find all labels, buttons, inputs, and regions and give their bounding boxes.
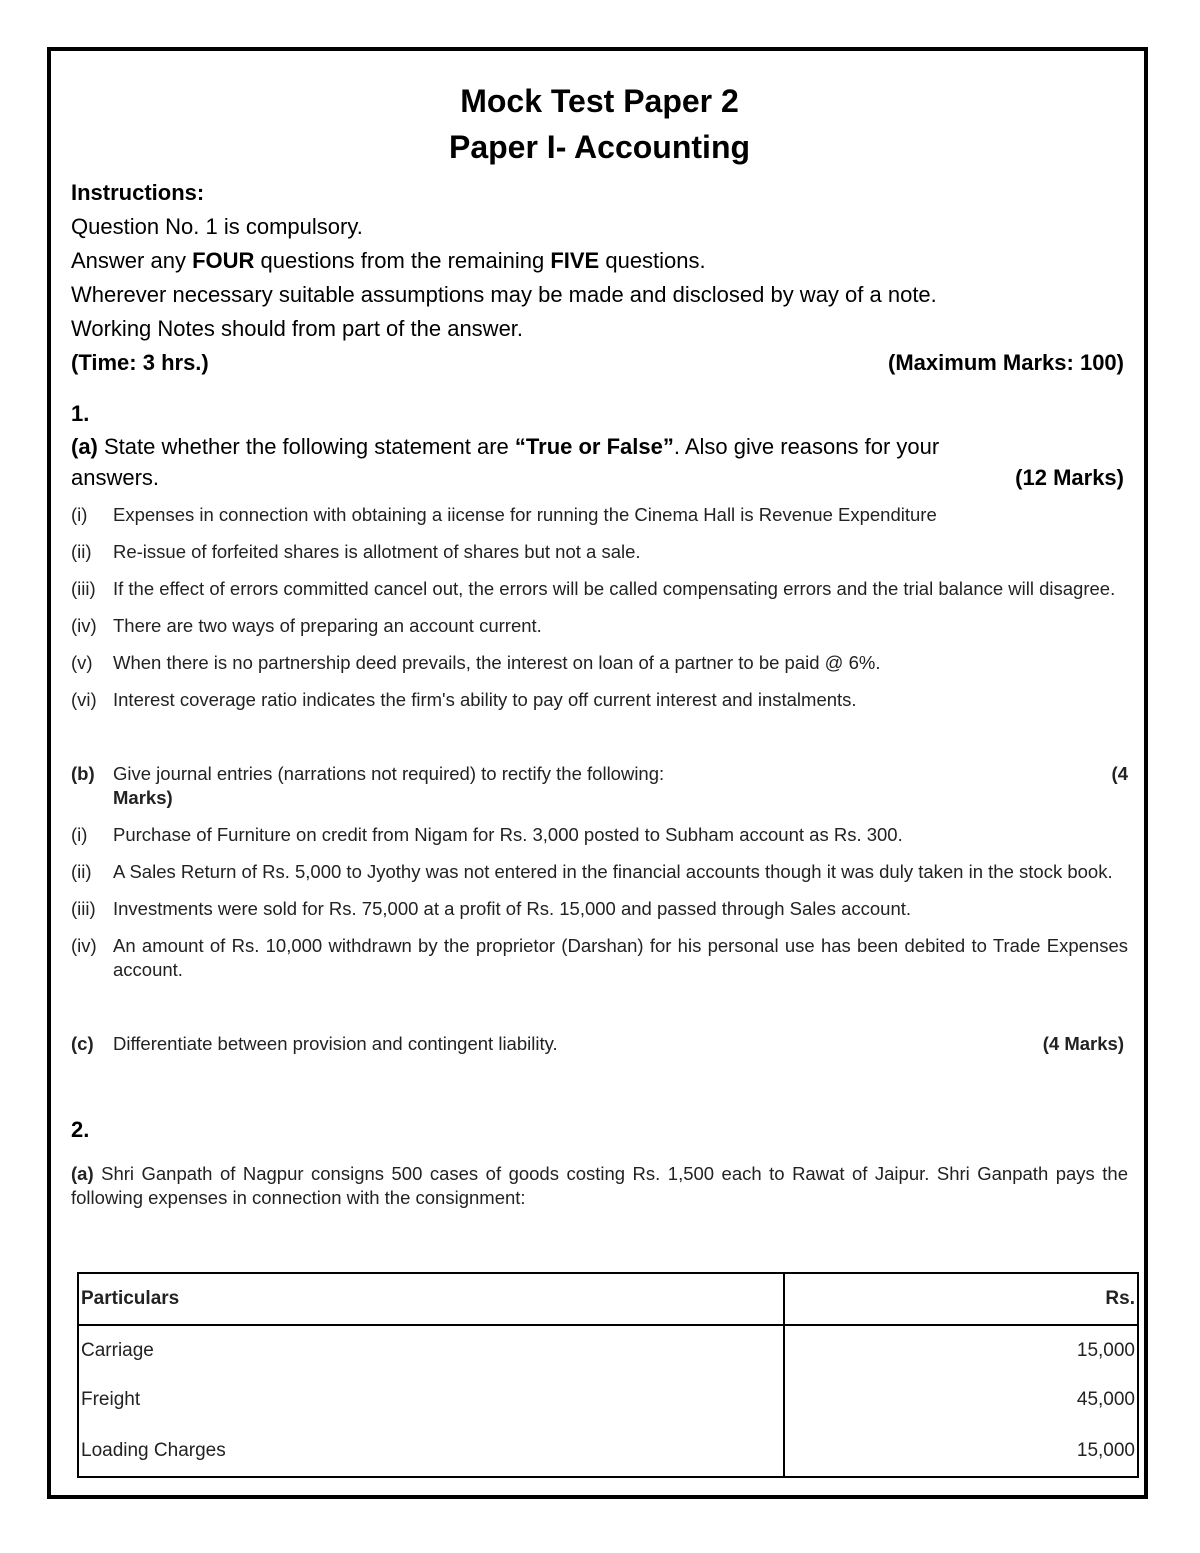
table-cell-amount: 15,000 — [784, 1425, 1138, 1477]
question-1b-prompt: (b) Give journal entries (narrations not required) to rectify the following: (4 — [71, 763, 1128, 784]
instruction-line: Answer any FOUR questions from the remaining FIVE questions. — [71, 248, 706, 273]
instruction-line: Question No. 1 is compulsory. — [71, 214, 363, 239]
list-item: (iii) Investments were sold for Rs. 75,000 at a profit of Rs. 15,000 and passed through Sales account. — [71, 898, 912, 919]
table-row — [78, 1325, 1138, 1375]
table-row — [78, 1425, 1138, 1477]
question-number: 2. — [71, 1117, 90, 1142]
question-1c: (c) Differentiate between provision and contingent liability. (4 Marks) — [71, 1033, 1124, 1054]
list-item: (iv) An amount of Rs. 10,000 withdrawn by the proprietor (Darshan) for his personal use has been debited to Trade Expenses account. — [71, 935, 1128, 980]
list-item: (i) Expenses in connection with obtaining a iicense for running the Cinema Hall is Revenue Expenditure — [71, 504, 937, 525]
list-item: (ii) Re-issue of forfeited shares is allotment of shares but not a sale. — [71, 541, 641, 562]
question-1a-list — [71, 503, 1128, 712]
list-item: (i) Purchase of Furniture on credit from Nigam for Rs. 3,000 posted to Subham account as Rs. 300. — [71, 824, 903, 845]
table-cell-particular: Carriage — [78, 1325, 784, 1375]
document-content — [71, 78, 1128, 1210]
question-1b-marks: (4 — [1111, 763, 1128, 784]
question-1c-marks: (4 Marks) — [1042, 1033, 1124, 1054]
consignment-expenses-table — [77, 1272, 1139, 1478]
list-item: (vi) Interest coverage ratio indicates the firm's ability to pay off current interest and instalments. — [71, 689, 857, 710]
instruction-line: Wherever necessary suitable assumptions may be made and disclosed by way of a note. — [71, 282, 937, 307]
list-item: (iii) If the effect of errors committed cancel out, the errors will be called compensating errors and the trial balance will disagree. — [71, 578, 1116, 599]
question-2a-prompt: (a) Shri Ganpath of Nagpur consigns 500 cases of goods costing Rs. 1,500 each to Rawat of Jaipur. Shri Ganpath pays the following expenses in connection with the consignment: — [71, 1163, 1128, 1208]
question-1a-marks: (12 Marks) — [1015, 465, 1124, 490]
list-item: (v) When there is no partnership deed prevails, the interest on loan of a partner to be paid @ 6%. — [71, 652, 881, 673]
list-item: (iv) There are two ways of preparing an account current. — [71, 615, 542, 636]
maximum-marks: (Maximum Marks: 100) — [888, 350, 1124, 375]
time-marks-row — [71, 346, 1124, 380]
question-1a-prompt: (a) State whether the following statement are “True or False”. Also give reasons for your — [71, 434, 940, 459]
table-cell-amount: 15,000 — [784, 1325, 1138, 1375]
list-item: (ii) A Sales Return of Rs. 5,000 to Jyothy was not entered in the financial accounts though it was duly taken in the stock book. — [71, 861, 1113, 882]
question-1b — [71, 762, 1128, 982]
question-1a-prompt-end: answers. (12 Marks) — [71, 463, 1124, 493]
instructions-heading: Instructions: — [71, 180, 205, 205]
table-cell-particular: Loading Charges — [78, 1425, 784, 1477]
paper-title: Mock Test Paper 2 — [460, 83, 739, 119]
table-header-row — [78, 1273, 1138, 1325]
instruction-line: Working Notes should from part of the answer. — [71, 316, 524, 341]
table-header-amount: Rs. — [784, 1273, 1138, 1325]
question-1b-marks-cont: Marks) — [113, 787, 173, 808]
table-header-particulars: Particulars — [78, 1273, 784, 1325]
table-cell-amount: 45,000 — [784, 1375, 1138, 1425]
time-allowed: (Time: 3 hrs.) — [71, 350, 209, 375]
question-number: 1. — [71, 401, 90, 426]
table-cell-particular: Freight — [78, 1375, 784, 1425]
table-row — [78, 1375, 1138, 1425]
paper-subtitle: Paper I- Accounting — [448, 129, 751, 165]
